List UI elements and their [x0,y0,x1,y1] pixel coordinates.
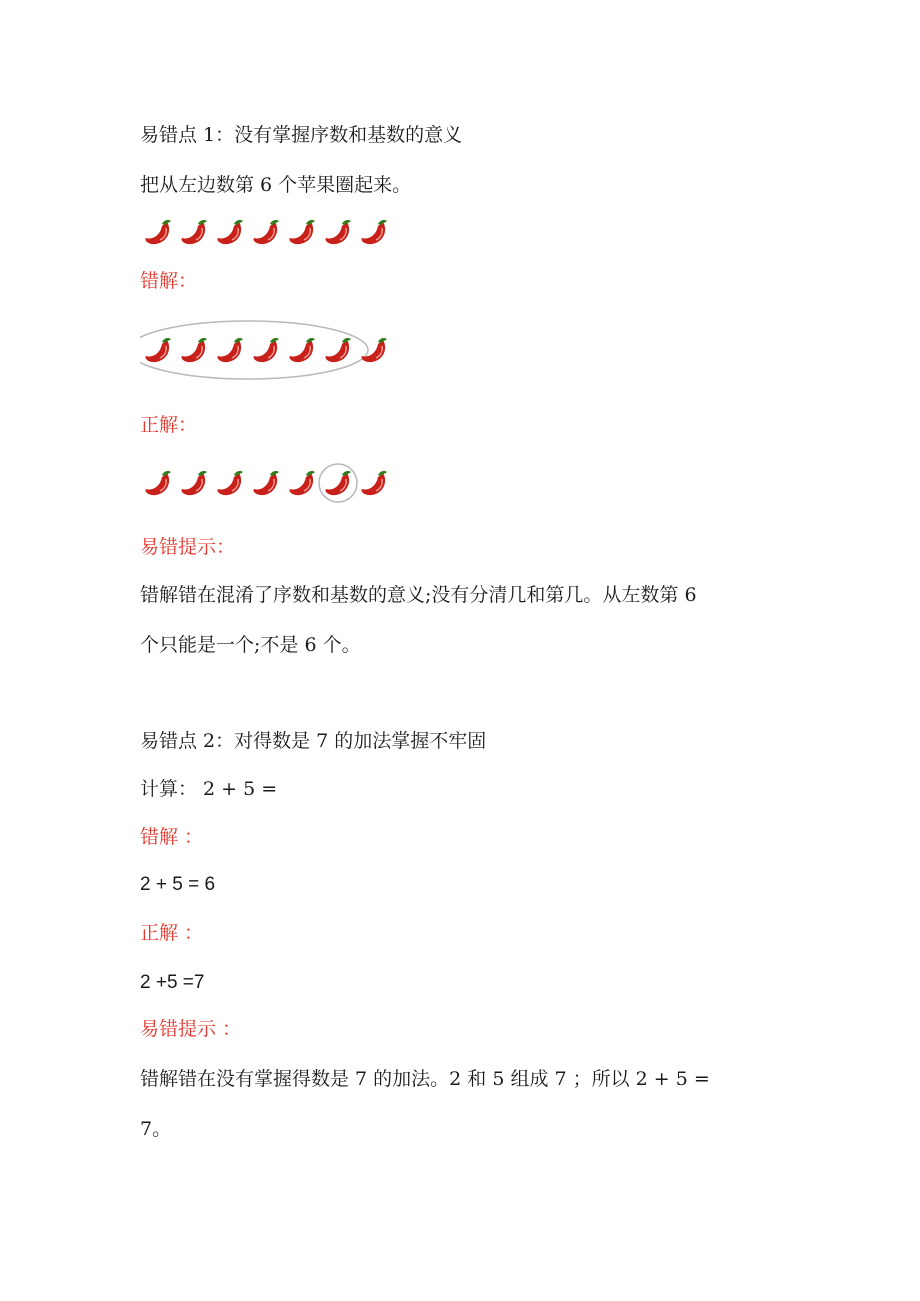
section2-title: 易错点 2：对得数是 7 的加法掌握不牢固 [140,730,487,752]
section1-right-label: 正解： [140,414,198,436]
chili-pepper-icon [145,471,171,495]
chili-pepper-icon [181,338,207,362]
chili-pepper-icon [361,338,387,362]
section1-tip-label: 易错提示： [140,536,236,558]
pepper-row-drawing [140,210,400,254]
section1-tip-line2: 个只能是一个;不是 6 个。 [140,634,361,656]
pepper-row-question [140,210,400,254]
chili-pepper-icon [289,220,315,244]
chili-pepper-icon [181,220,207,244]
section2-tip-line1: 错解错在没有掌握得数是 7 的加法。2 和 5 组成 7 ；所以 2 + 5 = [140,1068,710,1090]
section2-question: 计算： 2 + 5 = [140,778,278,800]
chili-pepper-icon [217,220,243,244]
wrong-circle-ellipse [140,321,368,379]
section1-title: 易错点 1：没有掌握序数和基数的意义 [140,124,463,146]
pepper-row-correct-answer [140,458,400,508]
section2-tip-line2: 7。 [140,1118,172,1140]
chili-pepper-icon [361,471,387,495]
chili-pepper-icon [253,338,279,362]
chili-pepper-icon [325,220,351,244]
pepper-row-drawing [140,318,400,382]
section1-wrong-label: 错解： [140,270,198,292]
chili-pepper-icon [145,220,171,244]
pepper-row-drawing [140,458,400,508]
chili-pepper-icon [361,220,387,244]
chili-pepper-icon [217,338,243,362]
chili-pepper-icon [145,338,171,362]
section1-question: 把从左边数第 6 个苹果圈起来。 [140,174,412,196]
section2-wrong-label: 错解 ： [140,826,204,848]
chili-pepper-icon [289,338,315,362]
section2-right-answer: 2 +5 =7 [140,972,205,993]
chili-pepper-icon [325,471,351,495]
section2-tip-label: 易错提示 ： [140,1018,242,1040]
chili-pepper-icon [325,338,351,362]
correct-circle [319,464,357,502]
section2-wrong-answer: 2 + 5 = 6 [140,874,216,895]
chili-pepper-icon [181,471,207,495]
section1-tip-line1: 错解错在混淆了序数和基数的意义;没有分清几和第几。从左数第 6 [140,584,697,606]
section2-right-label: 正解 ： [140,922,204,944]
pepper-row-wrong-answer [140,318,400,382]
chili-pepper-icon [253,220,279,244]
chili-pepper-icon [217,471,243,495]
chili-pepper-icon [253,471,279,495]
chili-pepper-icon [289,471,315,495]
